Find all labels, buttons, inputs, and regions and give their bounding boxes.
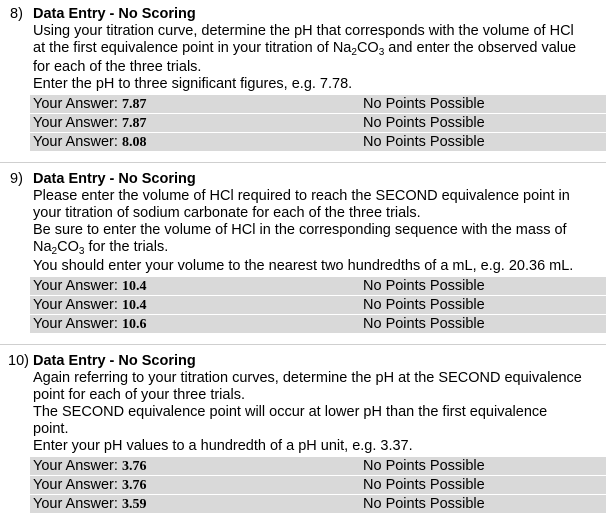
answer-list	[30, 457, 606, 514]
answer-label: Your Answer:	[33, 316, 118, 332]
divider	[0, 162, 606, 163]
answer-label: Your Answer:	[33, 458, 118, 474]
answer-label: Your Answer:	[33, 297, 118, 313]
answer-row	[30, 296, 606, 315]
points-status: No Points Possible	[363, 297, 485, 313]
points-status: No Points Possible	[363, 96, 485, 112]
answer-label: Your Answer:	[33, 278, 118, 294]
answer-list	[30, 95, 606, 152]
answer-value: 8.08	[121, 135, 147, 150]
divider	[0, 344, 606, 345]
question-text: The SECOND equivalence point will occur at lower pH than the first equivalence	[33, 404, 548, 420]
answer-row	[30, 315, 606, 334]
answer-label: Your Answer:	[33, 134, 118, 150]
answer-label: Your Answer:	[33, 96, 118, 112]
answer-row	[30, 133, 606, 152]
question-9	[0, 171, 606, 334]
question-title: Data Entry - No Scoring	[33, 353, 196, 369]
question-text: Again referring to your titration curves, determine the pH at the SECOND equivalence	[33, 370, 582, 386]
answer-value: 3.76	[121, 478, 147, 493]
question-text: your titration of sodium carbonate for each of the three trials.	[33, 205, 421, 221]
question-text: Enter your pH values to a hundredth of a pH unit, e.g. 3.37.	[33, 438, 413, 454]
answer-value: 3.59	[121, 497, 147, 512]
points-status: No Points Possible	[363, 458, 485, 474]
question-text: Please enter the volume of HCl required to reach the SECOND equivalence point in	[33, 188, 570, 204]
points-status: No Points Possible	[363, 134, 485, 150]
answer-value: 10.6	[121, 317, 147, 332]
question-number: 10)	[8, 353, 29, 369]
points-status: No Points Possible	[363, 496, 485, 512]
question-text: Enter the pH to three significant figures, e.g. 7.78.	[33, 76, 353, 92]
question-10	[0, 353, 606, 514]
points-status: No Points Possible	[363, 316, 485, 332]
answer-value: 10.4	[121, 279, 147, 294]
points-status: No Points Possible	[363, 477, 485, 493]
question-text: point.	[33, 421, 69, 437]
answer-value: 10.4	[121, 298, 147, 313]
question-text: point for each of your three trials.	[33, 387, 245, 403]
question-title: Data Entry - No Scoring	[33, 6, 196, 22]
answer-value: 3.76	[121, 459, 147, 474]
answer-label: Your Answer:	[33, 496, 118, 512]
answer-row	[30, 277, 606, 296]
answer-row	[30, 114, 606, 133]
question-8	[0, 6, 606, 152]
question-text: Using your titration curve, determine the pH that corresponds with the volume of HCl	[33, 23, 574, 39]
answer-label: Your Answer:	[33, 115, 118, 131]
answer-value: 7.87	[121, 116, 147, 131]
question-text: at the first equivalence point in your titration of $Na_2CO_3$ and enter the observed value	[33, 40, 577, 58]
points-status: No Points Possible	[363, 115, 485, 131]
question-text: Be sure to enter the volume of HCl in the corresponding sequence with the mass of	[33, 222, 567, 238]
answer-label: Your Answer:	[33, 477, 118, 493]
question-text: You should enter your volume to the nearest two hundredths of a mL, e.g. 20.36 mL.	[33, 258, 574, 274]
answer-list	[30, 277, 606, 334]
answer-row	[30, 495, 606, 514]
answer-value: 7.87	[121, 97, 147, 112]
question-text: $Na_2CO_3$ for the trials.	[33, 239, 169, 257]
answer-row	[30, 95, 606, 114]
points-status: No Points Possible	[363, 278, 485, 294]
question-number: 9)	[10, 171, 23, 187]
question-title: Data Entry - No Scoring	[33, 171, 196, 187]
answer-row	[30, 476, 606, 495]
question-text: for each of the three trials.	[33, 59, 202, 75]
answer-row	[30, 457, 606, 476]
question-number: 8)	[10, 6, 23, 22]
